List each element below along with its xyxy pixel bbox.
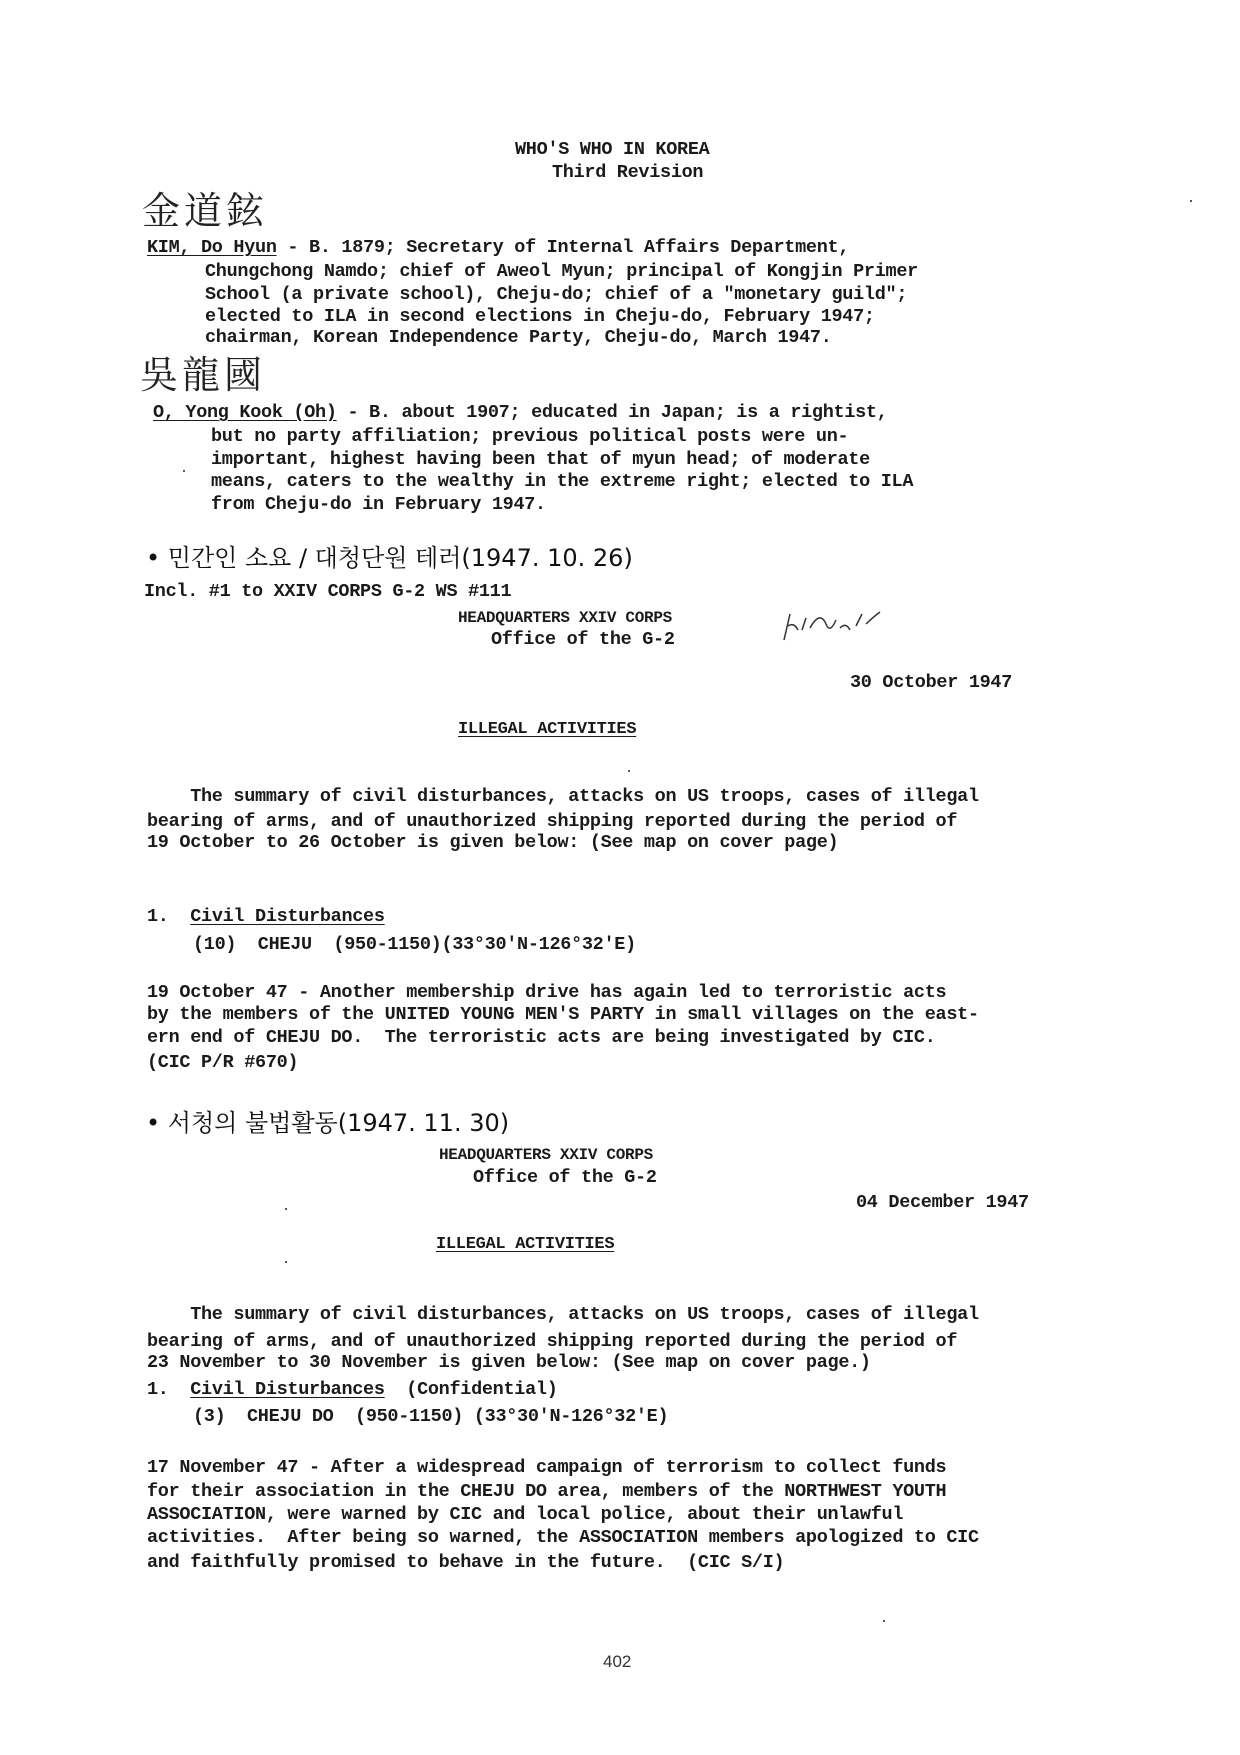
office-heading: Office of the G-2	[491, 629, 675, 650]
entry-line: from Cheju-do in February 1947.	[211, 494, 546, 515]
item-heading	[147, 1379, 558, 1401]
hq-heading: HEADQUARTERS XXIV CORPS	[458, 609, 672, 627]
entry-text: - B. 1879; Secretary of Internal Affairs Department,	[276, 237, 850, 258]
entry-line: chairman, Korean Independence Party, Cheju-do, March 1947.	[205, 327, 832, 348]
scan-speck	[285, 1261, 287, 1263]
handwritten-signature	[780, 600, 890, 650]
scan-speck	[1190, 200, 1192, 202]
entry-line: means, caters to the wealthy in the extreme right; elected to ILA	[211, 471, 914, 492]
item-title: Civil Disturbances	[190, 1379, 385, 1400]
summary-line: 23 November to 30 November is given below: (See map on cover page.)	[147, 1352, 871, 1373]
report-line: (CIC P/R #670)	[147, 1052, 299, 1073]
report-line: by the members of the UNITED YOUNG MEN'S PARTY in small villages on the east-	[147, 1004, 979, 1025]
doc-subtitle: Third Revision	[552, 162, 704, 183]
report-line: ASSOCIATION, were warned by CIC and local police, about their unlawful	[147, 1504, 904, 1525]
scan-speck	[183, 470, 185, 472]
entry-line: Chungchong Namdo; chief of Aweol Myun; principal of Kongjin Primer	[205, 261, 918, 282]
office-heading: Office of the G-2	[473, 1167, 657, 1188]
document-date: 30 October 1947	[850, 672, 1013, 693]
section-heading: ILLEGAL ACTIVITIES	[458, 720, 637, 739]
entry-name: O, Yong Kook (Oh)	[153, 402, 337, 423]
entry-line: elected to ILA in second elections in Cheju-do, February 1947;	[205, 306, 875, 327]
report-line: 19 October 47 - Another membership drive has again led to terroristic acts	[147, 982, 947, 1003]
report-line: and faithfully promised to behave in the future. (CIC S/I)	[147, 1552, 785, 1573]
item-number: 1.	[147, 1379, 169, 1400]
entry-line: but no party affiliation; previous political posts were un-	[211, 426, 849, 447]
report-line: activities. After being so warned, the ASSOCIATION members apologized to CIC	[147, 1527, 979, 1548]
report-line: for their association in the CHEJU DO area, members of the NORTHWEST YOUTH	[147, 1481, 947, 1502]
summary-line: The summary of civil disturbances, attacks on US troops, cases of illegal	[147, 786, 979, 807]
scan-speck	[628, 770, 630, 772]
inclosure-reference: Incl. #1 to XXIV CORPS G-2 WS #111	[144, 581, 512, 602]
entry-name: KIM, Do Hyun	[147, 237, 277, 258]
summary-line: The summary of civil disturbances, attacks on US troops, cases of illegal	[147, 1304, 979, 1325]
item-note: (Confidential)	[406, 1379, 558, 1400]
entry-line	[153, 402, 888, 424]
page-number: 402	[603, 1652, 632, 1671]
report-line: 17 November 47 - After a widespread campaign of terrorism to collect funds	[147, 1457, 947, 1478]
location-line: (10) CHEJU (950-1150)(33°30'N-126°32'E)	[193, 934, 636, 955]
summary-line: 19 October to 26 October is given below: (See map on cover page)	[147, 832, 839, 853]
entry-text: - B. about 1907; educated in Japan; is a rightist,	[336, 402, 888, 423]
location-line: (3) CHEJU DO (950-1150) (33°30'N-126°32'E)	[193, 1406, 669, 1427]
scan-speck	[285, 1208, 287, 1210]
item-heading	[147, 906, 385, 928]
hq-heading: HEADQUARTERS XXIV CORPS	[439, 1146, 653, 1164]
item-title: Civil Disturbances	[190, 906, 385, 927]
document-date: 04 December 1947	[856, 1192, 1029, 1213]
handwritten-hanja-name: 金道鉉	[142, 189, 269, 233]
entry-line	[147, 237, 849, 259]
summary-line: bearing of arms, and of unauthorized shipping reported during the period of	[147, 1331, 958, 1352]
summary-line: bearing of arms, and of unauthorized shipping reported during the period of	[147, 811, 958, 832]
entry-line: School (a private school), Cheju-do; chief of a "monetary guild";	[205, 284, 908, 305]
scan-speck	[883, 1620, 885, 1622]
section-heading: ILLEGAL ACTIVITIES	[436, 1235, 615, 1254]
korean-section-heading: • 서청의 불법활동(1947. 11. 30)	[146, 1109, 510, 1137]
handwritten-hanja-name: 吳龍國	[140, 353, 267, 397]
entry-line: important, highest having been that of myun head; of moderate	[211, 449, 870, 470]
item-number: 1.	[147, 906, 169, 927]
korean-section-heading: • 민간인 소요 / 대청단원 테러(1947. 10. 26)	[146, 544, 633, 572]
report-line: ern end of CHEJU DO. The terroristic acts are being investigated by CIC.	[147, 1027, 936, 1048]
doc-title: WHO'S WHO IN KOREA	[515, 139, 710, 160]
